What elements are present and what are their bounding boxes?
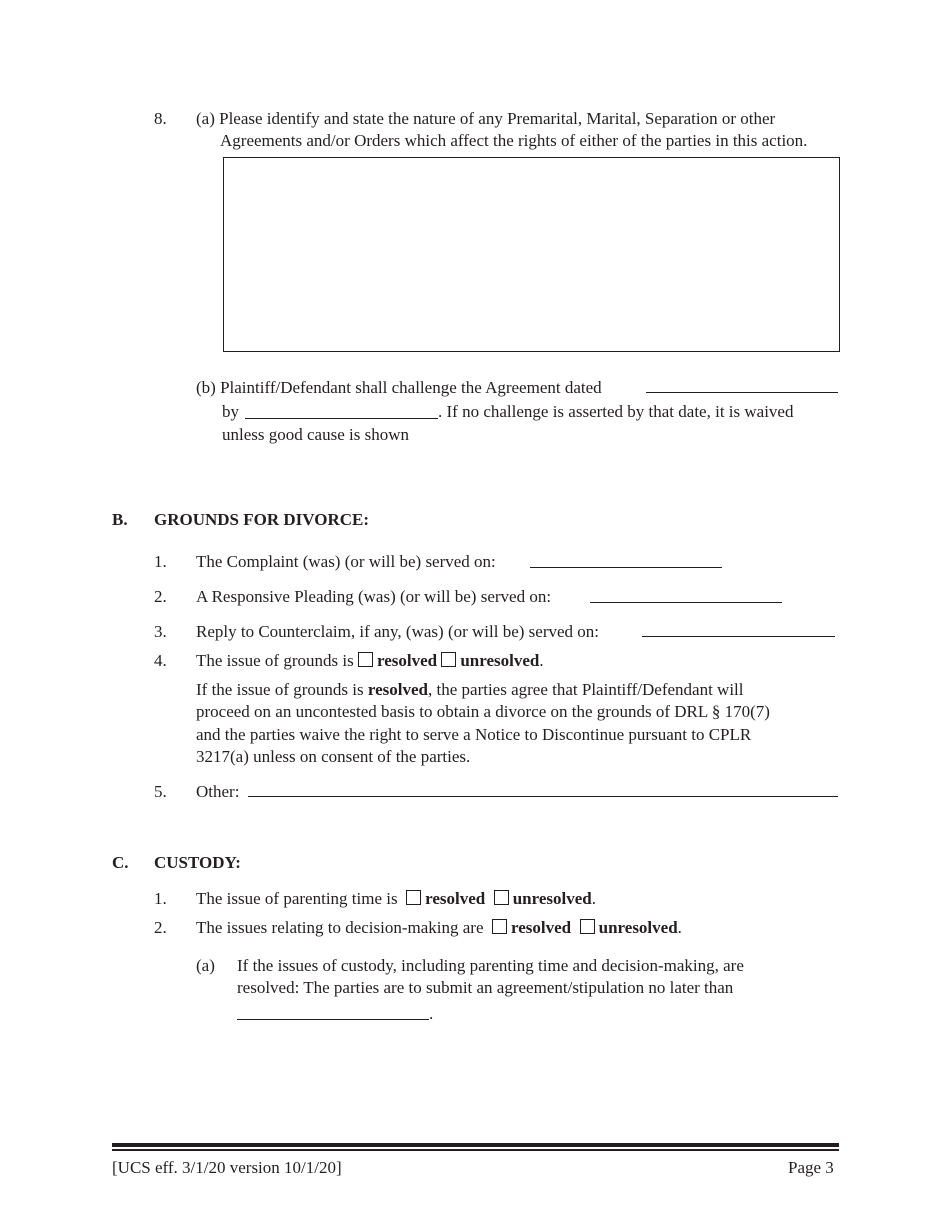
stipulation-deadline-field[interactable] — [237, 1005, 429, 1020]
period: . — [539, 651, 544, 670]
period: . — [677, 918, 682, 937]
c-sub-a-label: (a) — [196, 956, 215, 975]
para-text: , the parties agree that Plaintiff/Defendant will — [428, 680, 744, 699]
section-b-letter: B. — [112, 510, 128, 529]
grounds-para-line1 — [196, 679, 744, 701]
grounds-para-line4: 3217(a) unless on consent of the parties. — [196, 747, 471, 766]
b-item-4-text: The issue of grounds is — [196, 651, 354, 670]
other-grounds-field[interactable] — [248, 781, 838, 797]
grounds-para-line3: and the parties waive the right to serve a Notice to Discontinue pursuant to CPLR — [196, 725, 752, 744]
parenting-resolved-label: resolved — [425, 889, 486, 908]
b-item-3-text: Reply to Counterclaim, if any, (was) (or will be) served on: — [196, 622, 600, 641]
c-item-1-text: The issue of parenting time is — [196, 889, 398, 908]
grounds-resolved-label: resolved — [376, 651, 438, 670]
responsive-pleading-date-field[interactable] — [590, 586, 782, 603]
item-8a-text-line2: Agreements and/or Orders which affect the rights of either of the parties in this action. — [220, 131, 808, 150]
stipulation-deadline-period: . — [429, 1004, 434, 1023]
b-item-5-number: 5. — [154, 782, 167, 801]
parenting-resolved-checkbox[interactable] — [406, 890, 421, 905]
parenting-unresolved-label: unresolved — [512, 889, 592, 908]
b-item-4-row — [196, 650, 544, 672]
item-8a-text-line1: (a) Please identify and state the nature of any Premarital, Marital, Separation or other — [196, 109, 776, 128]
c-item-2-number: 2. — [154, 918, 167, 937]
decision-unresolved-label: unresolved — [598, 918, 678, 937]
grounds-unresolved-label: unresolved — [460, 651, 540, 670]
decision-unresolved-checkbox[interactable] — [580, 919, 595, 934]
parenting-unresolved-checkbox[interactable] — [494, 890, 509, 905]
c-item-2-text: The issues relating to decision-making are — [196, 918, 484, 937]
footer-rule-thick — [112, 1143, 839, 1147]
c-item-1-row — [196, 888, 596, 910]
section-c-letter: C. — [112, 853, 129, 872]
c-sub-a-line1: If the issues of custody, including parenting time and decision-making, are — [237, 956, 744, 975]
b-item-2-number: 2. — [154, 587, 167, 606]
para-text: If the issue of grounds is — [196, 680, 368, 699]
b-item-5-text: Other: — [196, 782, 240, 801]
grounds-unresolved-checkbox[interactable] — [441, 652, 456, 667]
item-8b-text-line2: . If no challenge is asserted by that date, it is waived — [438, 402, 794, 421]
b-item-1-text: The Complaint (was) (or will be) served on: — [196, 552, 496, 571]
section-c-title: CUSTODY: — [154, 853, 241, 872]
reply-counterclaim-date-field[interactable] — [642, 621, 835, 637]
complaint-served-date-field[interactable] — [530, 551, 722, 568]
c-item-2-row — [196, 917, 682, 939]
item-8b-by-label: by — [222, 402, 239, 421]
b-item-4-number: 4. — [154, 651, 167, 670]
b-item-3-number: 3. — [154, 622, 167, 641]
agreement-date-field[interactable] — [646, 376, 838, 393]
decision-resolved-checkbox[interactable] — [492, 919, 507, 934]
item-8-number: 8. — [154, 109, 167, 128]
item-8b-text-line3: unless good cause is shown — [222, 425, 409, 444]
agreements-text-box[interactable] — [223, 157, 840, 352]
grounds-para-line2: proceed on an uncontested basis to obtain a divorce on the grounds of DRL § 170(7) — [196, 702, 770, 721]
decision-resolved-label: resolved — [511, 918, 572, 937]
footer-version: [UCS eff. 3/1/20 version 10/1/20] — [112, 1158, 342, 1177]
challenge-by-date-field[interactable] — [245, 402, 438, 419]
item-8b-text-line1: (b) Plaintiff/Defendant shall challenge the Agreement dated — [196, 378, 602, 397]
period: . — [591, 889, 597, 908]
c-sub-a-line2: resolved: The parties are to submit an agreement/stipulation no later than — [237, 978, 734, 997]
grounds-resolved-checkbox[interactable] — [358, 652, 373, 667]
footer-rule-thin — [112, 1149, 839, 1151]
c-item-1-number: 1. — [154, 889, 167, 908]
footer-page-number: Page 3 — [788, 1158, 834, 1177]
para-bold-resolved: resolved — [367, 680, 428, 699]
b-item-1-number: 1. — [154, 552, 167, 571]
section-b-title: GROUNDS FOR DIVORCE: — [154, 510, 369, 529]
b-item-2-text: A Responsive Pleading (was) (or will be) served on: — [196, 587, 552, 606]
